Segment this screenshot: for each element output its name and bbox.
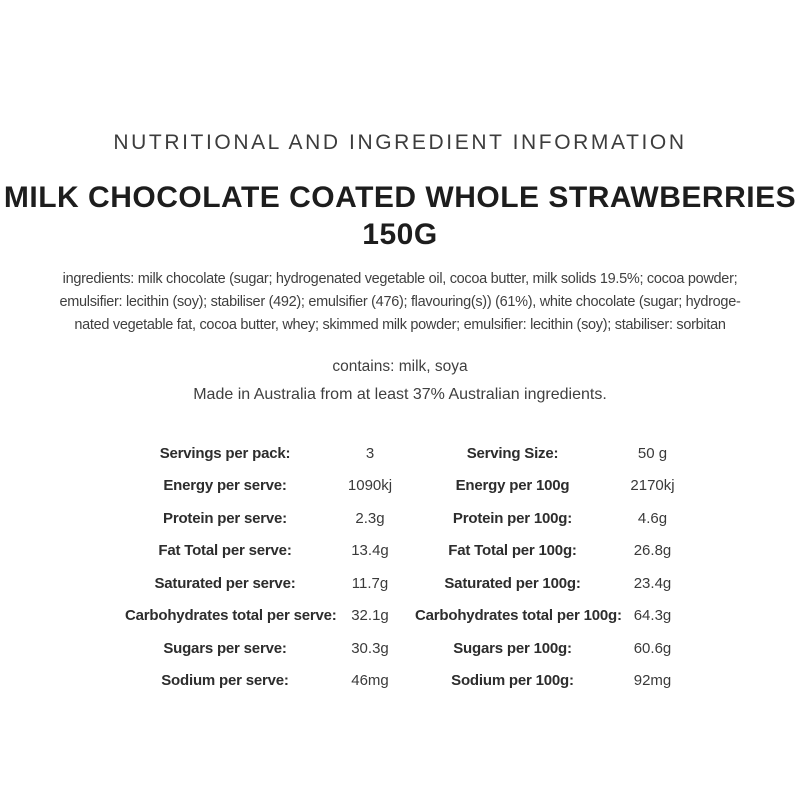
table-row [125, 437, 695, 470]
nutrient-label: Sugars per serve: [163, 639, 287, 657]
nutrient-label: Serving Size: [466, 444, 559, 462]
nutrient-value: 60.6g [633, 639, 672, 657]
product-title-line2: 150G [362, 218, 438, 251]
nutrient-value: 2.3g [355, 509, 385, 527]
table-row [125, 502, 695, 535]
nutrient-label: Saturated per serve: [154, 574, 296, 592]
product-title [0, 179, 800, 253]
nutrient-label: Sugars per 100g: [453, 639, 572, 657]
nutrient-label: Servings per pack: [159, 444, 291, 462]
nutrient-value: 2170kj [630, 477, 675, 495]
nutrient-label: Carbohydrates total per serve: [125, 607, 337, 625]
ingredients-paragraph [0, 268, 800, 337]
nutrient-value: 50 g [637, 444, 668, 462]
nutrient-value: 3 [365, 444, 375, 462]
table-row [125, 600, 695, 633]
product-title-line1: MILK CHOCOLATE COATED WHOLE STRAWBERRIES [3, 181, 797, 214]
table-row [125, 470, 695, 503]
nutrient-value: 13.4g [351, 542, 389, 560]
table-row [125, 535, 695, 568]
nutrient-value: 11.7g [351, 574, 389, 592]
nutrient-value: 4.6g [637, 509, 668, 527]
nutrient-value: 23.4g [633, 574, 672, 592]
nutrient-value: 64.3g [633, 607, 672, 625]
nutrient-label: Fat Total per 100g: [448, 542, 577, 560]
nutrient-label: Energy per serve: [163, 477, 287, 495]
ingredients-line: nated vegetable fat, cocoa butter, whey; skimmed milk powder; emulsifier: lecithin (soy); stabiliser: sorbitan [74, 317, 726, 333]
nutrient-label: Fat Total per serve: [158, 542, 292, 560]
nutrient-label: Energy per 100g [455, 477, 570, 495]
nutrient-value: 92mg [633, 672, 672, 690]
nutrient-label: Saturated per 100g: [444, 574, 581, 592]
nutrient-label: Sodium per serve: [161, 672, 289, 690]
section-title: NUTRITIONAL AND INGREDIENT INFORMATION [113, 131, 687, 154]
ingredients-line: emulsifier: lecithin (soy); stabiliser (492); emulsifier (476); flavouring(s)) (61%), white chocolate (sugar; hydroge- [59, 294, 741, 310]
allergen-contains-statement: contains: milk, soya [332, 358, 468, 375]
nutrient-value: 32.1g [351, 607, 389, 625]
table-row [125, 632, 695, 665]
nutrient-value: 46mg [351, 672, 389, 690]
nutrient-value: 30.3g [351, 639, 389, 657]
nutrient-label: Protein per serve: [163, 509, 287, 527]
nutrient-label: Carbohydrates total per 100g: [415, 607, 622, 625]
nutrient-label: Protein per 100g: [452, 509, 573, 527]
country-of-origin-statement: Made in Australia from at least 37% Australian ingredients. [193, 386, 607, 403]
nutrient-value: 26.8g [633, 542, 672, 560]
nutrition-table [125, 437, 695, 697]
table-row [125, 665, 695, 698]
ingredients-line: ingredients: milk chocolate (sugar; hydrogenated vegetable oil, cocoa butter, milk solids 19.5%; cocoa powder; [62, 271, 738, 287]
table-row [125, 567, 695, 600]
nutrient-label: Sodium per 100g: [451, 672, 574, 690]
nutrient-value: 1090kj [347, 477, 393, 495]
